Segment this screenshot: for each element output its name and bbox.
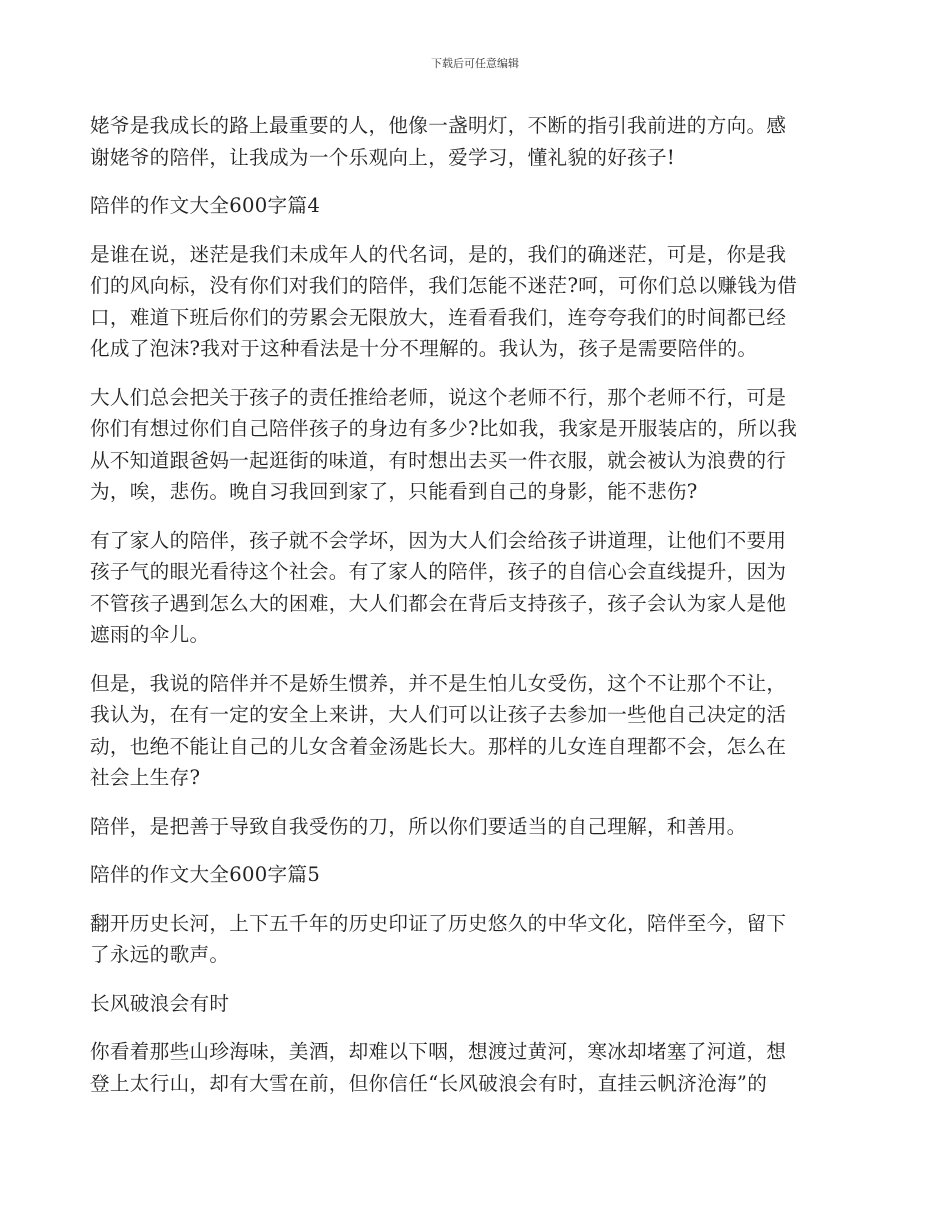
text-line: 为，唉，悲伤。晚自习我回到家了，只能看到自己的身影，能不悲伤?	[90, 480, 698, 503]
text-line: 是谁在说，迷茫是我们未成年人的代名词，是的，我们的确迷茫，可是，你是我	[90, 242, 787, 266]
text-line: 口，难道下班后你们的劳累会无限放大，连看看我们，连夸夸我们的时间都已经	[90, 305, 787, 329]
text-line: 我认为，在有一定的安全上来讲，大人们可以让孩子去参加一些他自己决定的活	[90, 703, 787, 726]
text-line: 登上太行山，却有大雪在前，但你信任“长风破浪会有时，直挂云帆济沧海”的	[90, 1071, 768, 1095]
heading-text: 陪伴的作文大全600字篇4	[90, 194, 321, 217]
heading-text: 长风破浪会有时	[90, 991, 230, 1015]
text-line: 陪伴，是把善于导致自我受伤的刀，所以你们要适当的自己理解，和善用。	[90, 814, 747, 838]
section-heading	[90, 190, 860, 222]
text-line: 不管孩子遇到怎么大的困难，大人们都会在背后支持孩子，孩子会认为家人是他	[90, 591, 787, 615]
paragraph	[90, 908, 860, 971]
page-header-note: 下载后可任意编辑	[431, 57, 519, 70]
text-line: 翻开历史长河，上下五千年的历史印证了历史悠久的中华文化，陪伴至今，留下	[90, 911, 787, 935]
text-line: 遮雨的伞儿。	[90, 623, 210, 646]
text-line: 社会上生存?	[90, 766, 201, 789]
section-heading	[90, 988, 860, 1020]
text-line: 你看着那些山珍海味，美酒，却难以下咽，想渡过黄河，寒冰却堵塞了河道，想	[90, 1040, 787, 1063]
text-line: 有了家人的陪伴，孩子就不会学坏，因为大人们会给孩子讲道理，让他们不要用	[90, 528, 787, 552]
document-body	[90, 110, 860, 1116]
text-line: 但是，我说的陪伴并不是娇生惯养，并不是生怕儿女受伤，这个不让那个不让，	[90, 671, 787, 695]
paragraph	[90, 239, 860, 365]
text-line: 化成了泡沫?我对于这种看法是十分不理解的。我认为，孩子是需要陪伴的。	[90, 337, 758, 360]
text-line: 了永远的歌声。	[90, 943, 230, 966]
text-line: 从不知道跟爸妈一起逛街的味道，有时想出去买一件衣服，就会被认为浪费的行	[90, 448, 787, 472]
paragraph	[90, 1036, 860, 1099]
paragraph	[90, 382, 860, 508]
paragraph	[90, 668, 860, 794]
text-line: 们的风向标，没有你们对我们的陪伴，我们怎能不迷茫?呵，可你们总以赚钱为借	[90, 274, 798, 297]
paragraph	[90, 525, 860, 651]
text-line: 动，也绝不能让自己的儿女含着金汤匙长大。那样的儿女连自理都不会，怎么在	[90, 734, 787, 758]
text-line: 姥爷是我成长的路上最重要的人，他像一盏明灯，不断的指引我前进的方向。感	[90, 114, 787, 137]
text-line: 大人们总会把关于孩子的责任推给老师，说这个老师不行，那个老师不行，可是	[90, 385, 787, 409]
text-line: 你们有想过你们自己陪伴孩子的身边有多少?比如我，我家是开服装店的，所以我	[90, 417, 798, 440]
paragraph	[90, 110, 860, 173]
section-heading	[90, 859, 860, 891]
text-line: 孩子气的眼光看待这个社会。有了家人的陪伴，孩子的自信心会直线提升，因为	[90, 560, 787, 583]
paragraph	[90, 811, 860, 843]
heading-text: 陪伴的作文大全600字篇5	[90, 863, 321, 886]
text-line: 谢姥爷的陪伴，让我成为一个乐观向上，爱学习，懂礼貌的好孩子!	[90, 145, 676, 169]
